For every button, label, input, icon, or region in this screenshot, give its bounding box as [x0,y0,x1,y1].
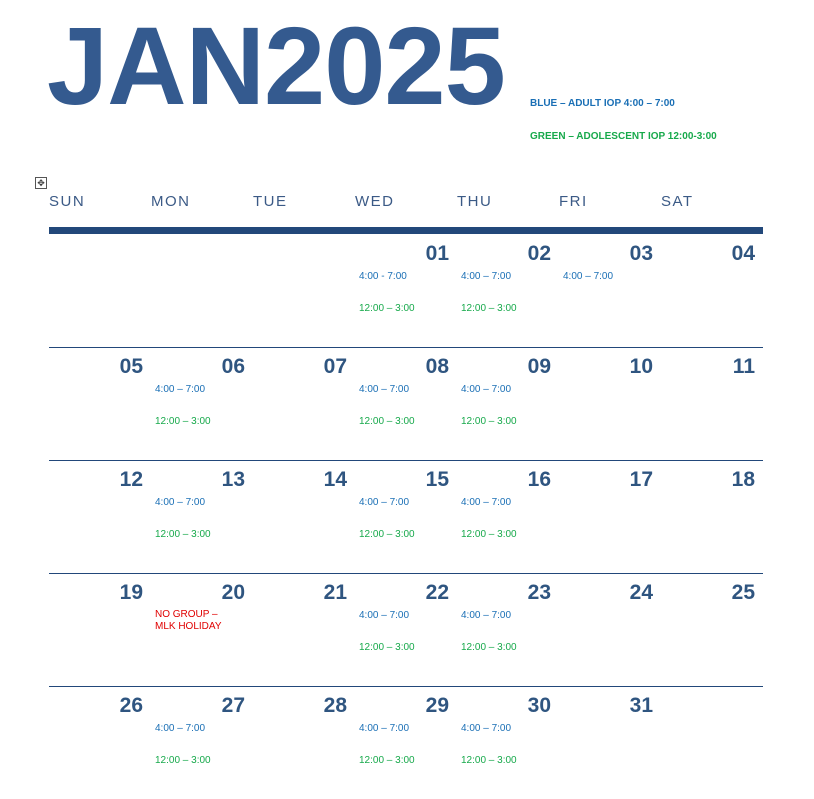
day-number: 12 [119,468,143,491]
day-cell [457,686,559,799]
day-cell [253,686,355,799]
day-cell [253,460,355,573]
day-number: 26 [119,694,143,717]
day-cell [457,234,559,347]
day-cell [355,460,457,573]
day-number: 03 [629,242,653,265]
adult-iop-session: 4:00 - 7:00 [359,271,407,282]
adolescent-iop-session: 12:00 – 3:00 [359,529,415,540]
day-cell [151,234,253,347]
page-title: JAN2025 [47,5,505,128]
adolescent-iop-session: 12:00 – 3:00 [359,416,415,427]
day-number: 15 [425,468,449,491]
day-number: 02 [527,242,551,265]
day-cell [661,347,763,460]
day-cell [661,234,763,347]
adult-iop-session: 4:00 – 7:00 [461,610,512,621]
day-number: 25 [731,581,755,604]
day-cell [559,234,661,347]
legend-adult-iop: BLUE – ADULT IOP 4:00 – 7:00 [530,98,675,109]
day-cell [457,347,559,460]
day-number: 30 [527,694,551,717]
day-number: 06 [221,355,245,378]
day-header-tue: TUE [253,193,288,210]
holiday-note [155,609,222,633]
day-cell [355,686,457,799]
day-number: 29 [425,694,449,717]
adolescent-iop-session: 12:00 – 3:00 [359,303,415,314]
adult-iop-session: 4:00 – 7:00 [461,271,512,282]
adult-iop-session: 4:00 – 7:00 [359,723,410,734]
adolescent-iop-session: 12:00 – 3:00 [461,416,517,427]
day-cell [151,460,253,573]
day-cell [457,573,559,686]
day-cell [49,573,151,686]
adult-iop-session: 4:00 – 7:00 [563,271,614,282]
day-number: 08 [425,355,449,378]
day-cell [49,347,151,460]
day-number: 09 [527,355,551,378]
day-cell [49,234,151,347]
adolescent-iop-session: 12:00 – 3:00 [155,416,211,427]
day-cell [151,686,253,799]
day-header-thu: THU [457,193,493,210]
day-header-mon: MON [151,193,191,210]
day-number: 07 [323,355,347,378]
day-number: 19 [119,581,143,604]
day-number: 10 [629,355,653,378]
day-cell [559,347,661,460]
legend-adolescent-iop: GREEN – ADOLESCENT IOP 12:00-3:00 [530,131,717,142]
day-number: 22 [425,581,449,604]
day-number: 11 [732,355,755,378]
day-number: 21 [323,581,347,604]
adult-iop-session: 4:00 – 7:00 [461,497,512,508]
day-number: 28 [323,694,347,717]
adolescent-iop-session: 12:00 – 3:00 [461,529,517,540]
day-cell [661,686,763,799]
adolescent-iop-session: 12:00 – 3:00 [155,755,211,766]
day-header-sat: SAT [661,193,694,210]
day-cell [355,573,457,686]
adult-iop-session: 4:00 – 7:00 [461,723,512,734]
adolescent-iop-session: 12:00 – 3:00 [461,303,517,314]
day-number: 16 [527,468,551,491]
day-number: 23 [527,581,551,604]
day-header-fri: FRI [559,193,588,210]
adolescent-iop-session: 12:00 – 3:00 [155,529,211,540]
day-number: 24 [629,581,653,604]
adolescent-iop-session: 12:00 – 3:00 [461,755,517,766]
day-number: 20 [221,581,245,604]
day-number: 01 [425,242,449,265]
adolescent-iop-session: 12:00 – 3:00 [359,755,415,766]
day-number: 14 [323,468,347,491]
day-cell [49,686,151,799]
day-header-wed: WED [355,193,395,210]
header-divider [49,227,763,234]
day-header-sun: SUN [49,193,86,210]
adult-iop-session: 4:00 – 7:00 [359,384,410,395]
day-number: 18 [731,468,755,491]
adult-iop-session: 4:00 – 7:00 [359,497,410,508]
day-cell [355,234,457,347]
adult-iop-session: 4:00 – 7:00 [155,497,206,508]
day-number: 17 [629,468,653,491]
adult-iop-session: 4:00 – 7:00 [155,384,206,395]
day-cell [253,573,355,686]
day-number: 13 [221,468,245,491]
day-number: 04 [731,242,755,265]
day-cell [151,347,253,460]
day-cell [661,573,763,686]
day-cell [457,460,559,573]
day-cell [355,347,457,460]
adolescent-iop-session: 12:00 – 3:00 [461,642,517,653]
adult-iop-session: 4:00 – 7:00 [155,723,206,734]
table-move-handle-icon[interactable]: ✥ [35,177,47,189]
day-cell [151,573,253,686]
day-number: 05 [119,355,143,378]
day-cell [49,460,151,573]
day-cell [253,234,355,347]
day-cell [661,460,763,573]
holiday-note-line: MLK HOLIDAY [155,621,222,632]
day-cell [559,460,661,573]
day-cell [559,686,661,799]
day-cell [559,573,661,686]
day-cell [253,347,355,460]
day-number: 27 [221,694,245,717]
adolescent-iop-session: 12:00 – 3:00 [359,642,415,653]
day-number: 31 [629,694,653,717]
adult-iop-session: 4:00 – 7:00 [359,610,410,621]
holiday-note-line: NO GROUP – [155,609,218,620]
adult-iop-session: 4:00 – 7:00 [461,384,512,395]
